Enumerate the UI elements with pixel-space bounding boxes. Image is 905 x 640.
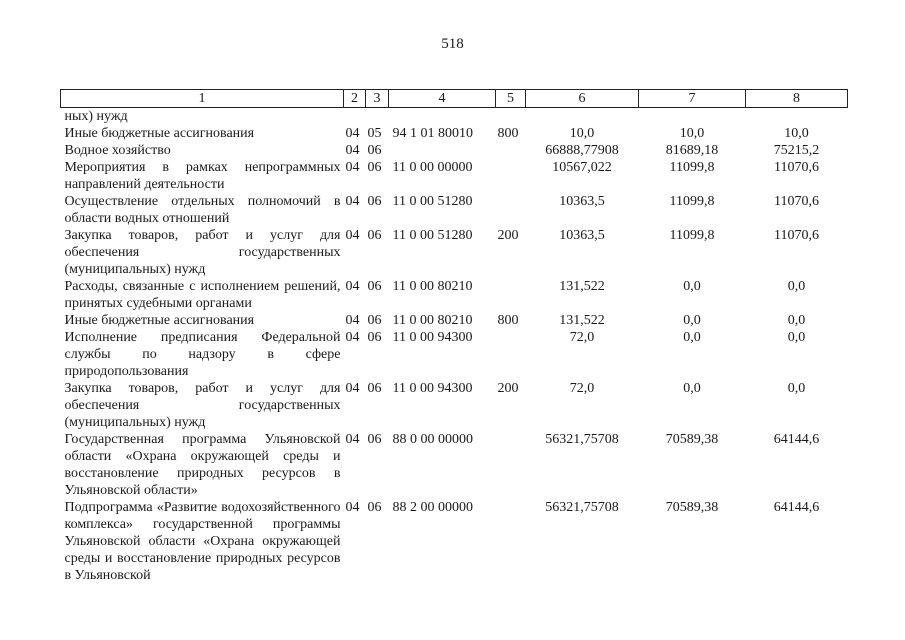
row-amount-2: 81689,18: [665, 143, 719, 158]
row-section: 04: [345, 160, 360, 175]
row-name: Осуществление отдельных полномочий в области водных отношений: [64, 194, 341, 226]
row-target-code: 11 0 00 00000: [392, 160, 473, 175]
row-amount-2: 0,0: [683, 381, 701, 396]
row-target-code: 88 2 00 00000: [392, 500, 473, 515]
row-expense-type: 200: [497, 228, 519, 243]
table-body: [61, 108, 848, 585]
header-col-4: 4: [389, 90, 496, 108]
row-amount-3: 64144,6: [773, 500, 820, 515]
row-name: Государственная программа Ульяновской области «Охрана окружающей среды и восстановление природных ресурсов в Ульяновской области»: [64, 432, 341, 498]
row-name: Иные бюджетные ассигнования: [64, 313, 255, 328]
row-amount-1: 131,522: [559, 279, 605, 294]
row-amount-2: 11099,8: [669, 194, 715, 209]
row-expense-type: [496, 431, 526, 499]
row-expense-type: 800: [497, 126, 519, 141]
header-col-2: 2: [344, 90, 366, 108]
row-section: 04: [345, 126, 360, 141]
row-subsection: 06: [367, 194, 382, 209]
table-row: [61, 312, 848, 329]
row-subsection: 06: [367, 381, 382, 396]
row-amount-1: 10,0: [569, 126, 595, 141]
row-section: 04: [345, 313, 360, 328]
row-target-code: 11 0 00 80210: [392, 279, 473, 294]
row-section: 04: [345, 279, 360, 294]
row-amount-3: 64144,6: [773, 432, 820, 447]
table-header: [61, 90, 848, 108]
row-amount-3: 11070,6: [774, 194, 819, 209]
row-section: [344, 108, 366, 126]
row-amount-2: 10,0: [679, 126, 705, 141]
row-section: 04: [345, 500, 360, 515]
row-amount-2: 70589,38: [665, 500, 719, 515]
row-amount-1: [526, 108, 639, 126]
row-name: Иные бюджетные ассигнования: [64, 126, 255, 141]
row-section: 04: [345, 381, 360, 396]
row-amount-1: 72,0: [569, 381, 595, 396]
row-section: 04: [345, 228, 360, 243]
row-section: 04: [345, 432, 360, 447]
row-amount-1: 10363,5: [559, 228, 605, 243]
row-expense-type: [496, 193, 526, 227]
header-col-7: 7: [639, 90, 746, 108]
row-subsection: 06: [367, 330, 382, 345]
row-subsection: 06: [367, 228, 382, 243]
row-name: Подпрограмма «Развитие водохозяйственного комплекса» государственной программы Ульяновской области «Охрана окружающей среды и восстановление природных ресурсов в Ульяновской: [64, 500, 341, 583]
row-amount-1: 66888,77908: [545, 143, 619, 158]
row-name: Исполнение предписания Федеральной службы по надзору в сфере природопользования: [64, 330, 341, 379]
row-expense-type: 800: [497, 313, 519, 328]
row-expense-type: [496, 278, 526, 312]
row-amount-3: 0,0: [787, 279, 806, 294]
table-row: [61, 142, 848, 159]
row-expense-type: [496, 159, 526, 193]
row-amount-2: 0,0: [683, 330, 701, 345]
row-target-code: 11 0 00 80210: [392, 313, 473, 328]
row-subsection: 06: [367, 160, 382, 175]
row-amount-3: 0,0: [787, 381, 806, 396]
row-subsection: 06: [367, 432, 382, 447]
row-subsection: 06: [367, 279, 382, 294]
row-name: Закупка товаров, работ и услуг для обеспечения государственных (муниципальных) нужд: [64, 228, 341, 277]
header-col-1: 1: [61, 90, 344, 108]
row-subsection: 05: [367, 126, 382, 141]
row-target-code: 94 1 01 80010: [392, 126, 473, 141]
table-row: [61, 329, 848, 380]
table-row: [61, 499, 848, 584]
row-target-code: 11 0 00 51280: [392, 194, 473, 209]
row-amount-1: 10363,5: [559, 194, 605, 209]
table-row: [61, 193, 848, 227]
header-col-3: 3: [366, 90, 389, 108]
row-amount-2: 0,0: [683, 313, 701, 328]
row-amount-2: 11099,8: [669, 228, 715, 243]
row-section: 04: [345, 330, 360, 345]
row-expense-type: [496, 142, 526, 159]
row-amount-3: 75215,2: [773, 143, 820, 158]
budget-table: [60, 89, 848, 584]
row-amount-2: 0,0: [683, 279, 701, 294]
row-name: ных) нужд: [64, 109, 128, 124]
header-col-8: 8: [746, 90, 848, 108]
row-name: Водное хозяйство: [64, 143, 171, 158]
row-amount-3: 11070,6: [774, 160, 819, 175]
table-row: [61, 125, 848, 142]
row-name: Закупка товаров, работ и услуг для обеспечения государственных (муниципальных) нужд: [64, 381, 341, 430]
header-col-6: 6: [526, 90, 639, 108]
row-target-code: 11 0 00 51280: [392, 228, 473, 243]
row-target-code: 11 0 00 94300: [392, 330, 473, 345]
page-number: 518: [441, 36, 464, 52]
header-col-5: 5: [496, 90, 526, 108]
row-expense-type: [496, 499, 526, 584]
table-row: [61, 227, 848, 278]
row-section: 04: [345, 194, 360, 209]
row-expense-type: [496, 108, 526, 126]
table-row: [61, 278, 848, 312]
table-row: [61, 108, 848, 126]
row-subsection: [366, 108, 389, 126]
table-row: [61, 159, 848, 193]
row-amount-3: 11070,6: [774, 228, 819, 243]
row-expense-type: 200: [497, 381, 519, 396]
row-subsection: 06: [367, 143, 382, 158]
row-amount-1: 56321,75708: [545, 432, 619, 447]
row-amount-3: [746, 108, 848, 126]
row-target-code: [389, 142, 496, 159]
row-amount-3: 0,0: [787, 313, 806, 328]
table-row: [61, 380, 848, 431]
row-subsection: 06: [367, 500, 382, 515]
row-amount-1: 56321,75708: [545, 500, 619, 515]
row-target-code: 88 0 00 00000: [392, 432, 473, 447]
row-name: Мероприятия в рамках непрограммных направлений деятельности: [64, 160, 341, 192]
row-amount-3: 10,0: [784, 126, 809, 141]
table-row: [61, 431, 848, 499]
row-amount-1: 10567,022: [552, 160, 612, 175]
row-name: Расходы, связанные с исполнением решений, принятых судебными органами: [64, 279, 341, 311]
row-amount-2: 70589,38: [665, 432, 719, 447]
row-amount-2: [639, 108, 746, 126]
row-subsection: 06: [367, 313, 382, 328]
row-target-code: 11 0 00 94300: [392, 381, 473, 396]
row-amount-1: 131,522: [559, 313, 605, 328]
header-row: [61, 90, 848, 108]
row-amount-2: 11099,8: [669, 160, 715, 175]
row-section: 04: [345, 143, 360, 158]
row-target-code: [389, 108, 496, 126]
row-amount-3: 0,0: [787, 330, 806, 345]
row-amount-1: 72,0: [569, 330, 595, 345]
row-expense-type: [496, 329, 526, 380]
